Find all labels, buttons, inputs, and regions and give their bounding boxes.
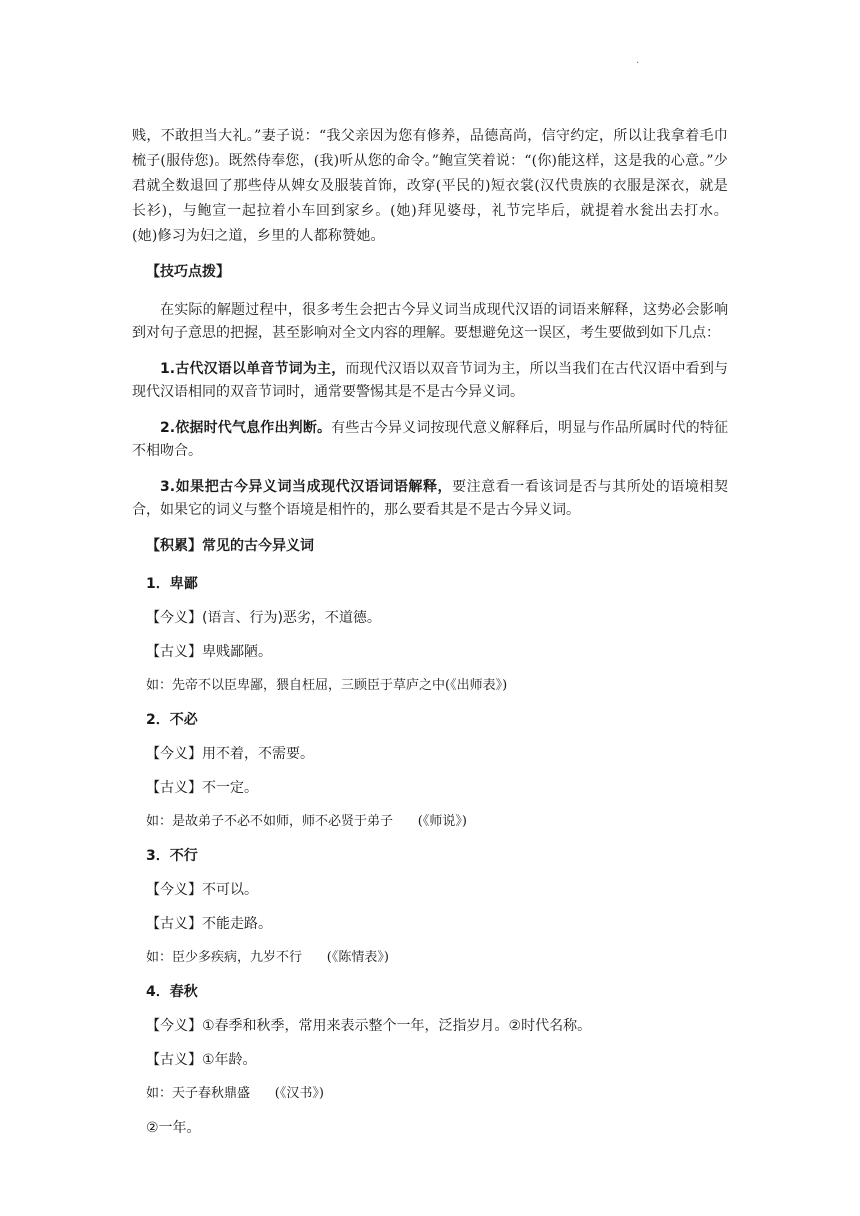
entry-title: 3．不行 — [146, 848, 198, 864]
entry-title: 4．春秋 — [146, 984, 198, 1000]
tips-intro-paragraph: 在实际的解题过程中，很多考生会把古今异义词当成现代汉语的词语来解释，这势必会影响到对句子意思的把握，甚至影响对全文内容的理解。要想避免这一误区，考生要做到如下几点： — [132, 302, 728, 341]
entry-title: 1．卑鄙 — [146, 576, 198, 592]
tip-3-body: 要注意看一看该词是否与其所处的语境相契合，如果它的词义与整个语境是相忤的，那么要看其是不是古今异义词。 — [132, 479, 728, 518]
today-meaning: 【今义】用不着，不需要。 — [146, 746, 314, 762]
entry-1 — [132, 573, 728, 697]
example-sentence: 如：臣少多疾病，九岁不行 (《陈情表》) — [146, 950, 389, 965]
entry-4 — [132, 981, 728, 1139]
translation-paragraph: 贱，不敢担当大礼。”妻子说：“我父亲因为您有修养，品德高尚，信守约定，所以让我拿着毛巾梳子(服侍您)。既然侍奉您，(我)听从您的命令。”鲍宣笑着说：“(你)能这样，这是我的心意。”少君就全数退回了那些侍从婢女及服装首饰，改穿(平民的)短衣裳(汉代贵族的衣服是深衣，就是长衫)，与鲍宣一起拉着小车回到家乡。(她)拜见婆母，礼节完毕后，就提着水瓮出去打水。(她)修习为妇之道，乡里的人都称赞她。 — [132, 128, 728, 244]
today-meaning: 【今义】不可以。 — [146, 882, 258, 898]
ancient-meaning-2: ②一年。 — [146, 1120, 201, 1136]
today-meaning: 【今义】(语言、行为)恶劣，不道德。 — [146, 610, 381, 626]
example-sentence: 如：是故弟子不必不如师，师不必贤于弟子 (《师说》) — [146, 814, 467, 829]
ancient-meaning: 【古义】不一定。 — [146, 780, 258, 796]
tip-1-lead: 1.古代汉语以单音节词为主， — [160, 361, 346, 377]
tip-3 — [132, 476, 728, 522]
today-meaning: 【今义】①春季和秋季，常用来表示整个一年，泛指岁月。②时代名称。 — [146, 1018, 592, 1034]
ancient-meaning: 【古义】不能走路。 — [146, 916, 272, 932]
entry-3 — [132, 845, 728, 969]
tip-2-lead: 2.依据时代气息作出判断。 — [160, 420, 332, 436]
entry-2 — [132, 709, 728, 833]
example-sentence: 如：天子春秋鼎盛 (《汉书》) — [146, 1086, 324, 1101]
ancient-meaning: 【古义】卑贱鄙陋。 — [146, 644, 272, 660]
tips-heading: 【技巧点拨】 — [146, 264, 230, 280]
tip-1-body: 而现代汉语以双音节词为主，所以当我们在古代汉语中看到与现代汉语相同的双音节词时，通常要警惕其是不是古今异义词。 — [132, 361, 728, 400]
accumulate-heading-bracket: 【积累】 — [146, 538, 202, 554]
tip-1 — [132, 358, 728, 404]
tip-2 — [132, 417, 728, 463]
corner-mark: · — [636, 58, 640, 69]
tip-2-body: 有些古今异义词按现代意义解释后，明显与作品所属时代的特征不相吻合。 — [132, 420, 729, 459]
entry-title: 2．不必 — [146, 712, 198, 728]
page-content — [132, 124, 728, 1151]
accumulate-heading-text: 常见的古今异义词 — [202, 538, 314, 554]
tip-3-lead: 3.如果把古今异义词当成现代汉语词语解释， — [160, 479, 453, 495]
ancient-meaning: 【古义】①年龄。 — [146, 1052, 257, 1068]
accumulate-heading — [146, 535, 728, 557]
example-sentence: 如：先帝不以臣卑鄙，猥自枉屈，三顾臣于草庐之中(《出师表》) — [146, 678, 508, 693]
